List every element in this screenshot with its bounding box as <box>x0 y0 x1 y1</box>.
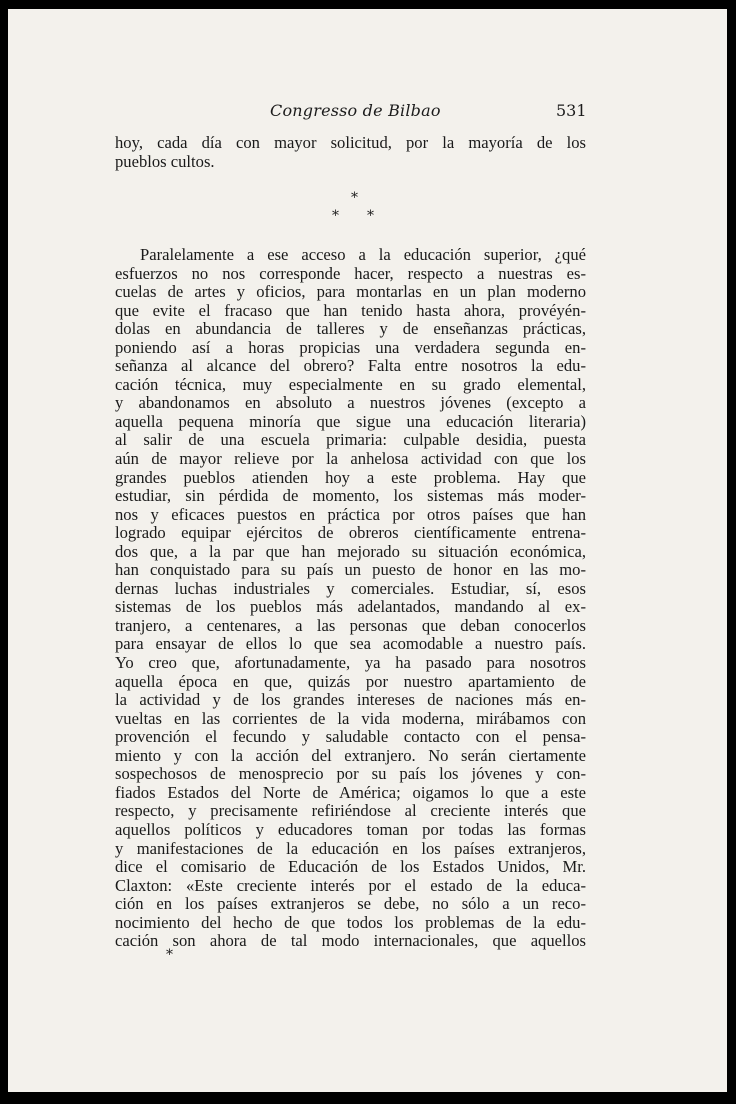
text-line: cación técnica, muy especialmente en su grado elemental, <box>115 374 586 394</box>
text-line: al salir de una escuela primaria: culpable desidia, puesta <box>115 430 586 450</box>
text-line: la actividad y de los grandes intereses de naciones más en- <box>115 690 586 710</box>
asterisk-icon: * <box>351 190 358 206</box>
text-line: Paralelamente a ese acceso a la educación superior, ¿qué <box>140 245 586 264</box>
text-line: sospechosos de menosprecio por su país los jóvenes y con- <box>115 764 586 784</box>
text-line: pueblos cultos. <box>115 151 215 171</box>
text-line: para ensayar de ellos lo que sea acomodable a nuestro país. <box>115 634 586 654</box>
text-line: Yo creo que, afortunadamente, ya ha pasado para nosotros <box>115 653 586 673</box>
section-separator <box>326 190 386 230</box>
text-line: cación son ahora de tal modo internacionales, que aquellos <box>115 931 586 951</box>
text-line: señanza al alcance del obrero? Falta entre nosotros la edu- <box>115 356 586 376</box>
text-line: dernas luchas industriales y comerciales. Estudiar, sí, esos <box>115 578 586 598</box>
text-line: dice el comisario de Educación de los Estados Unidos, Mr. <box>115 857 586 877</box>
text-line: hoy, cada día con mayor solicitud, por la mayoría de los <box>115 133 586 152</box>
text-line: provención el fecundo y saludable contacto con el pensa- <box>115 727 586 747</box>
page-number: 531 <box>556 101 587 120</box>
text-line: aquella pequena minoría que sigue una educación literaria) <box>115 411 586 431</box>
text-line: tranjero, a centenares, a las personas que deban conocerlos <box>115 615 586 635</box>
text-line: logrado equipar ejércitos de obreros científicamente entrena- <box>115 523 586 543</box>
page-header <box>8 101 727 125</box>
text-line: ción en los países extranjeros se debe, no sólo a un reco- <box>115 894 586 914</box>
text-line: fiados Estados del Norte de América; oigamos lo que a este <box>115 782 586 802</box>
book-page <box>8 9 727 1092</box>
text-line: que evite el fracaso que han tenido hasta ahora, provéyén- <box>115 300 586 320</box>
text-line: nos y eficaces puestos en práctica por otros países que han <box>115 504 586 524</box>
text-line: esfuerzos no nos corresponde hacer, respecto a nuestras es- <box>115 263 586 283</box>
text-line: y abandonamos en absoluto a nuestros jóvenes (excepto a <box>115 393 586 413</box>
text-line: han conquistado para su país un puesto de honor en las mo- <box>115 560 586 580</box>
opening-paragraph <box>115 134 586 171</box>
text-line: aquellos políticos y educadores toman por todas las formas <box>115 819 586 839</box>
asterisk-icon: * <box>367 208 374 224</box>
text-line: y manifestaciones de la educación en los países extranjeros, <box>115 838 586 858</box>
footnote-asterisk: * <box>166 947 173 963</box>
text-line: nocimiento del hecho de que todos los problemas de la edu- <box>115 912 586 932</box>
running-title: Congresso de Bilbao <box>270 101 441 120</box>
asterisk-icon: * <box>332 208 339 224</box>
text-line: dos que, a la par que han mejorado su situación económica, <box>115 541 586 561</box>
text-line: sistemas de los pueblos más adelantados, mandando al ex- <box>115 597 586 617</box>
text-line: Claxton: «Este creciente interés por el estado de la educa- <box>115 875 586 895</box>
text-line: cuelas de artes y oficios, para montarlas en un plan moderno <box>115 282 586 302</box>
text-line: aquella época en que, quizás por nuestro apartamiento de <box>115 671 586 691</box>
text-line: poniendo así a horas propicias una verdadera segunda en- <box>115 337 586 357</box>
text-line: vueltas en las corrientes de la vida moderna, mirábamos con <box>115 708 586 728</box>
text-line: respecto, y precisamente refiriéndose al creciente interés que <box>115 801 586 821</box>
text-line: dolas en abundancia de talleres y de enseñanzas prácticas, <box>115 319 586 339</box>
text-line: estudiar, sin pérdida de momento, los sistemas más moder- <box>115 486 586 506</box>
main-paragraph <box>115 246 586 951</box>
text-line: miento y con la acción del extranjero. No serán ciertamente <box>115 745 586 765</box>
text-line: aún de mayor relieve por la anhelosa actividad con que los <box>115 449 586 469</box>
text-line: grandes pueblos atienden hoy a este problema. Hay que <box>115 467 586 487</box>
